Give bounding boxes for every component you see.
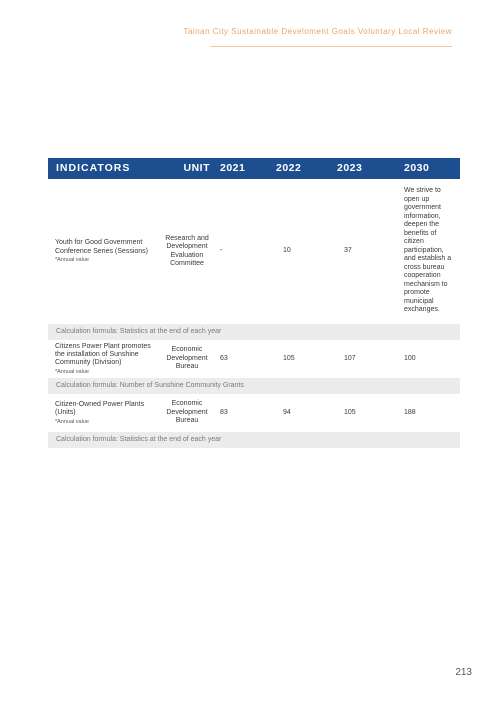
- calculation-formula: Calculation formula: Number of Sunshine Community Grants: [48, 378, 460, 394]
- column-header-unit: UNIT: [160, 158, 214, 179]
- table-row: [48, 179, 460, 324]
- column-header-2030: 2030: [392, 158, 460, 179]
- value-2023: 105: [344, 408, 356, 416]
- indicator-name: Citizens Power Plant promotes the installation of Sunshine Community (Division): [55, 342, 151, 367]
- page-number: 213: [455, 667, 472, 678]
- indicator-cell: [48, 340, 160, 378]
- calculation-formula: Calculation formula: Statistics at the end of each year: [48, 324, 460, 340]
- value-2022: 10: [283, 247, 291, 255]
- target-2030: We strive to open up government information, deepen the benefits of citizen participation, and establish a cross bureau cooperation mechanism to promote municipal exchanges.: [404, 187, 452, 314]
- value-2023: 37: [344, 247, 352, 255]
- indicator-name: Citizen-Owned Power Plants (Units): [55, 400, 145, 417]
- column-header-2023: 2023: [331, 158, 392, 179]
- value-2021: 63: [220, 354, 228, 362]
- value-2022: 94: [283, 408, 291, 416]
- unit-cell: Economic Development Bureau: [166, 346, 208, 371]
- indicators-table: [48, 158, 460, 448]
- annual-value-note: *Annual value: [55, 257, 89, 264]
- target-2030: 100: [404, 354, 416, 362]
- formula-row: [48, 378, 460, 394]
- formula-row: [48, 432, 460, 448]
- indicator-cell: [48, 394, 160, 432]
- column-header-2021: 2021: [214, 158, 270, 179]
- target-2030: 188: [404, 408, 416, 416]
- table-row: [48, 394, 460, 432]
- column-header-indicators: INDICATORS: [48, 158, 160, 179]
- header-divider: [210, 46, 452, 47]
- value-2022: 105: [283, 354, 295, 362]
- value-2021: 83: [220, 408, 228, 416]
- unit-cell: Economic Development Bureau: [166, 400, 208, 425]
- annual-value-note: *Annual value: [55, 368, 89, 375]
- unit-cell: Research and Development Evaluation Committee: [165, 234, 209, 267]
- page-header-title: Tainan City Sustainable Develoment Goals Voluntary Local Review: [183, 27, 452, 36]
- table-row: [48, 340, 460, 378]
- column-header-2022: 2022: [270, 158, 331, 179]
- calculation-formula: Calculation formula: Statistics at the end of each year: [48, 432, 460, 448]
- indicator-name: Youth for Good Government Conference Series (Sessions): [55, 239, 148, 255]
- value-2021: -: [220, 247, 223, 255]
- formula-row: [48, 324, 460, 340]
- indicator-cell: [48, 179, 160, 324]
- table-header-row: [48, 158, 460, 179]
- value-2023: 107: [344, 354, 356, 362]
- annual-value-note: *Annual value: [55, 418, 89, 425]
